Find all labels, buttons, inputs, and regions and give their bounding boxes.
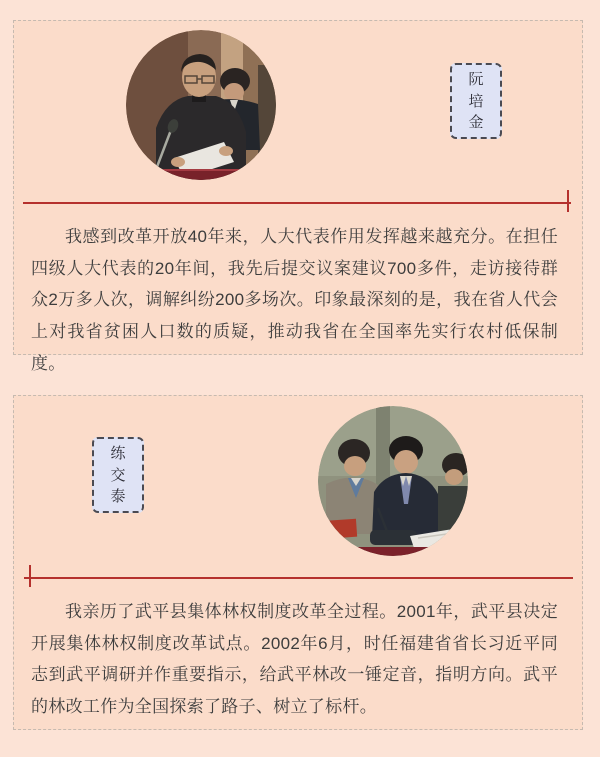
name-char: 泰 xyxy=(110,488,126,506)
divider-line-1 xyxy=(23,202,571,204)
meeting-speaker-photo-icon xyxy=(126,30,276,180)
name-tag-2 xyxy=(92,437,144,513)
quote-paragraph-1: 我感到改革开放40年来，人大代表作用发挥越来越充分。在担任四级人大代表的20年间，我先后提交议案建议700多件，走访接待群众2万多人次，调解纠纷200多场次。印象最深刻的是，我在省人代会上对我省贫困人口数的质疑，推动我省在全国率先实行农村低保制度。 xyxy=(31,227,558,373)
portrait-photo-1 xyxy=(126,30,276,180)
name-char: 阮 xyxy=(468,70,484,88)
name-char: 金 xyxy=(468,114,484,132)
profile-card-1 xyxy=(13,20,583,373)
divider-tick-1 xyxy=(567,190,569,212)
divider-tick-2 xyxy=(29,565,31,587)
profile-card-2 xyxy=(13,395,583,730)
name-char: 培 xyxy=(468,92,484,110)
conference-attendee-photo-icon xyxy=(318,406,468,556)
quote-paragraph-2: 我亲历了武平县集体林权制度改革全过程。2001年，武平县决定开展集体林权制度改革试点。2002年6月，时任福建省省长习近平同志到武平调研并作重要指示，给武平林改一锤定音，指明方向。武平的林改工作为全国探索了路子、树立了标杆。 xyxy=(31,602,558,717)
name-tag-1 xyxy=(450,63,502,139)
divider-line-2 xyxy=(24,577,573,579)
portrait-photo-2 xyxy=(318,406,468,556)
name-char: 交 xyxy=(110,466,126,484)
name-char: 练 xyxy=(110,444,126,462)
